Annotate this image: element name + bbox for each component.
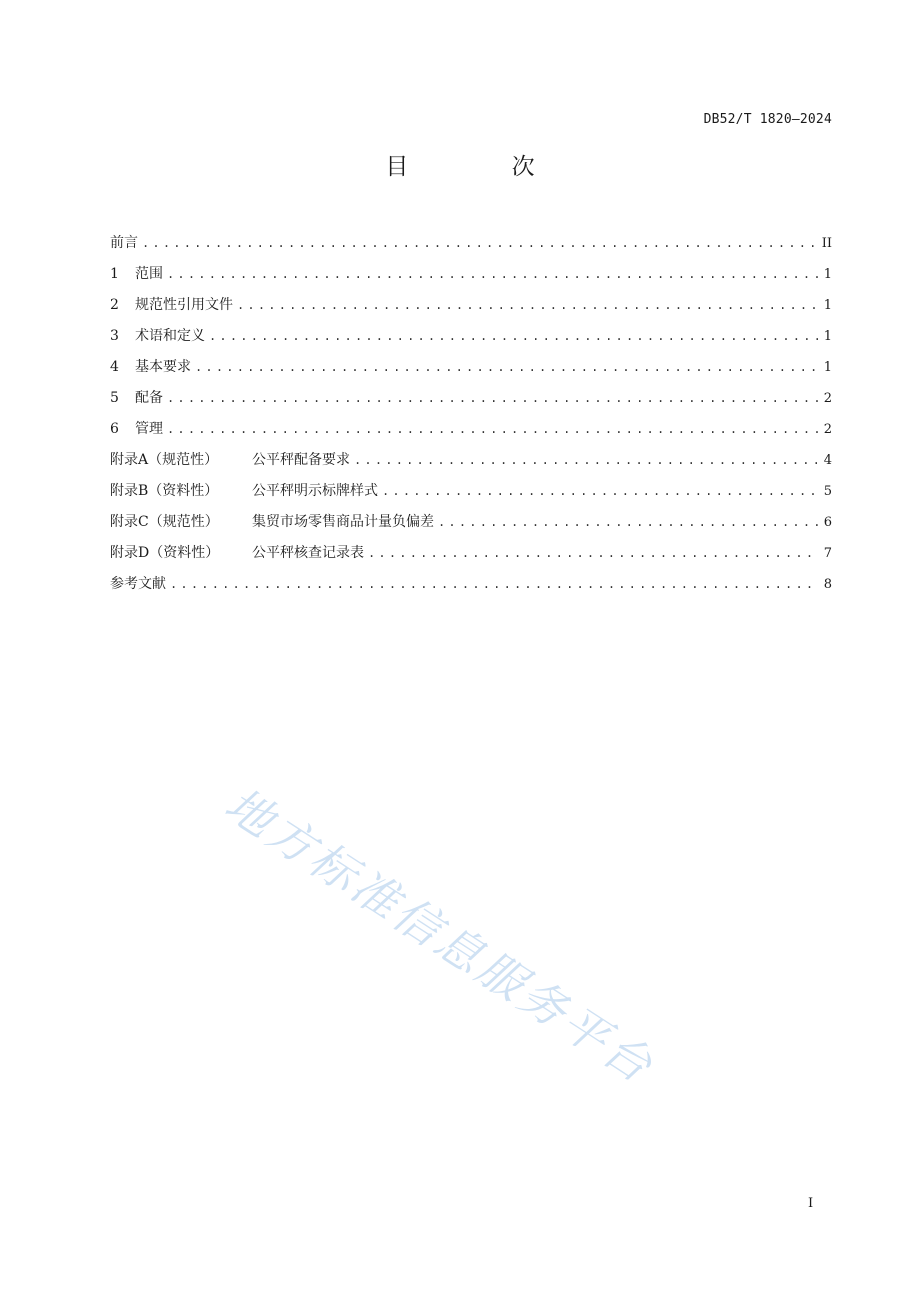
toc-leader [167, 263, 818, 285]
toc-leader [209, 325, 818, 347]
toc-label: 公平秤明示标牌样式 [252, 483, 378, 499]
toc-page: 7 [823, 546, 832, 561]
toc-appendix-label: 附录B（资料性） [110, 483, 219, 499]
toc-item[interactable] [110, 294, 832, 325]
table-of-contents [110, 232, 832, 604]
toc-page: 1 [823, 267, 832, 282]
toc-leader [368, 542, 818, 564]
toc-label: 术语和定义 [135, 328, 205, 344]
toc-item[interactable] [110, 573, 832, 604]
toc-page: II [821, 236, 832, 251]
toc-page: 2 [823, 391, 832, 406]
page-number: I [808, 1196, 814, 1211]
document-code: DB52/T 1820—2024 [703, 112, 832, 127]
toc-item[interactable] [110, 232, 832, 263]
toc-number: 4 [110, 359, 119, 375]
toc-leader [167, 387, 818, 409]
toc-page: 4 [823, 453, 832, 468]
toc-label: 前言 [110, 235, 138, 251]
toc-label: 配备 [135, 390, 163, 406]
toc-label: 范围 [135, 266, 163, 282]
toc-item[interactable] [110, 356, 832, 387]
toc-label: 集贸市场零售商品计量负偏差 [252, 514, 434, 530]
toc-item[interactable] [110, 511, 832, 542]
toc-leader [438, 511, 818, 533]
watermark: 地方标准信息服务平台 [215, 776, 665, 1095]
toc-item[interactable] [110, 542, 832, 573]
toc-label: 基本要求 [135, 359, 191, 375]
toc-label: 公平秤配备要求 [252, 452, 350, 468]
toc-page: 2 [823, 422, 832, 437]
toc-item[interactable] [110, 418, 832, 449]
toc-leader [167, 418, 818, 440]
toc-number: 5 [110, 390, 119, 406]
toc-appendix-label: 附录D（资料性） [110, 545, 220, 561]
toc-appendix-label: 附录C（规范性） [110, 514, 219, 530]
toc-item[interactable] [110, 387, 832, 418]
toc-item[interactable] [110, 449, 832, 480]
toc-leader [142, 232, 816, 254]
toc-page: 1 [823, 329, 832, 344]
toc-leader [195, 356, 818, 378]
toc-page: 1 [823, 360, 832, 375]
toc-label: 规范性引用文件 [135, 297, 233, 313]
toc-page: 1 [823, 298, 832, 313]
toc-leader [237, 294, 818, 316]
toc-label: 管理 [135, 421, 163, 437]
toc-number: 6 [110, 421, 119, 437]
toc-item[interactable] [110, 480, 832, 511]
toc-page: 5 [823, 484, 832, 499]
toc-number: 3 [110, 328, 119, 344]
toc-item[interactable] [110, 263, 832, 294]
toc-leader [354, 449, 818, 471]
toc-page: 6 [823, 515, 832, 530]
toc-item[interactable] [110, 325, 832, 356]
toc-number: 1 [110, 266, 119, 282]
toc-leader [170, 573, 818, 595]
toc-label: 参考文献 [110, 576, 166, 592]
page-title: 目 次 [385, 154, 583, 180]
toc-leader [382, 480, 818, 502]
toc-label: 公平秤核查记录表 [252, 545, 364, 561]
toc-appendix-label: 附录A（规范性） [110, 452, 219, 468]
toc-page: 8 [823, 577, 832, 592]
toc-number: 2 [110, 297, 119, 313]
